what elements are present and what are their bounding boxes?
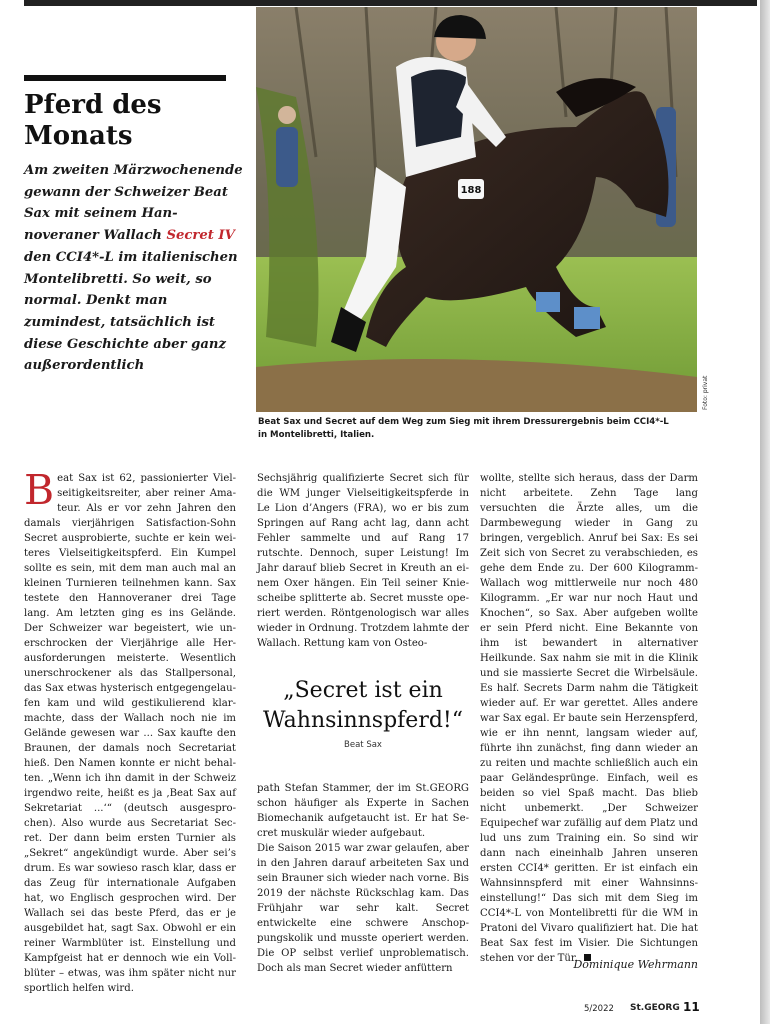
start-number: 188 (460, 185, 482, 196)
article-lead (24, 160, 246, 377)
drop-cap: B (24, 466, 55, 514)
photo-caption: Beat Sax und Secret auf dem Weg zum Sieg mit ihrem Dressurergebnis beim CCI4*-L in Montelibretti, Italien. (258, 417, 669, 440)
body-column-2-bottom: path Stefan Stammer, der im St.GEORG schon häufiger als Experte in Sachen Biomechanik aufgetaucht ist. Er hat Secret muskulär wieder aufgebaut. Die Saison 2015 war zwar gelaufen, aber in den Jahren darauf arbeiteten Sax und sein Brauner sich wieder nach vorne. Bis 2019 der nächste Rückschlag kam. Das Frühjahr war sehr kalt. Secret entwickelte eine schwere Anschoppungskolik und musste operiert werden. Die OP selbst verlief unproblematisch. Doch als man Secret wieder anfüttern (257, 783, 469, 974)
photo-credit: Foto: privat (702, 375, 709, 410)
article-title: Pferd des Monats (24, 90, 162, 151)
footer-brand-logo: St.GEORG (630, 1003, 680, 1013)
body-column-1 (24, 466, 236, 996)
body-column-1-text: eat Sax ist 62, passionierter Vielseitigkeitsreiter, aber reiner Amateur. Als er vor zehn Jahren den damals vierjährigen Satisfaction-Sohn Secret ausprobierte, suchte er kein weiteres Vielseitigkeitspferd. Ein Kumpel sollte es sein, mit dem man auch mal an kleinen Turnieren teilnehmen kann. Sax testete den Hannoveraner drei Tage lang. Am letzten ging es ins Gelände. Der Schweizer war begeistert, wie unerschrocken der Vierjährige alle Herausforderungen meisterte. Wesentlich unerschrockener als das Stallpersonal, das Sax etwas hysterisch entgegengelaufen kam und wild gestikulierend klarmachte, dass der Wallach noch nie im Gelände gewesen war ... Sax kaufte den Braunen, der damals noch Secretariat hieß. Den Namen konnte er nicht behalten. „Wenn ich ihn damit in der Schweiz irgendwo reite, heißt es ja ‚Beat Sax auf Sekretariat ...‘“ (deutsch ausgesprochen). Also wurde aus Secretariat Secret. Der dann beim ersten Turnier als „Sekret“ angekündigt wurde. Aber sei’s drum. Es war sowieso rasch klar, dass er das Zeug für internationale Aufgaben hat, wo Englisch gesprochen wird. Der Wallach sei das beste Pferd, das er je ausgebildet hat, sagt Sax. Obwohl er ein reiner Warmblüter ist. Einstellung und Kampfgeist hat er dennoch wie ein Vollblüter – etwas, was ihm später nicht nur sportlich helfen wird. (24, 473, 236, 994)
headline-bar (24, 75, 226, 81)
lead-text-start: Am zweiten Märzwochenende gewann der Schweizer Beat Sax mit seinem Hannoveraner Wallach (24, 163, 243, 244)
lead-horse-name: Secret IV (166, 228, 235, 244)
lead-text-end: den CCI4*-L im italienischen Montelibretti. So weit, so normal. Denkt man zumindest, tatsächlich ist diese Geschichte aber ganz außerordentlich (24, 249, 238, 374)
article-photo (256, 7, 697, 412)
body-column-3-text: wollte, stellte sich heraus, dass der Darm nicht arbeitete. Zehn Tage lang versuchten die Ärzte alles, um die Darmbewegung wieder in Gang zu bringen, vergeblich. Anruf bei Sax: Es sei Zeit sich von Secret zu verabschieden, es gehe dem Ende zu. Der 600 Kilogramm-Wallach wog mittlerweile nur noch 480 Kilogramm. „Er war nur noch Haut und Knochen“, so Sax. Aber aufgeben wollte er sein Pferd nicht. Eine Bekannte von ihm ist bewandert in alternativer Heilkunde. Sax nahm sie mit in die Klinik und sie massierte Secret die Wirbelsäule. Es half. Secrets Darm nahm die Tätigkeit wieder auf. Er war gerettet. Alles andere war Sax egal. Er baute sein Herzenspferd, wie er ihn nennt, langsam wieder auf, führte ihn zunächst, fing dann wieder an zu reiten und machte schließlich auch ein paar Geländesprünge. Einfach, weil es beiden so viel Spaß macht. Das blieb nicht unbemerkt. „Der Schweizer Equipechef war zufällig auf dem Platz und lud uns zum Training ein. So sind wir dann nach eineinhalb Jahren unseren ersten CCI4* geritten. Er ist einfach ein Wahnsinnspferd mit einer Wahnsinnseinstellung!“ Das sich mit dem Sieg im CCI4*-L von Montelibretti für die WM in Pratoni del Vivaro qualifiziert hat. Die hat Beat Sax fest im Visier. Die Sichtungen stehen vor der Tür. (480, 473, 698, 964)
body-column-3 (480, 471, 698, 966)
author-name: Dominique Wehrmann (573, 958, 698, 971)
body-column-2-top: Sechsjährig qualifizierte Secret sich für die WM junger Vielseitigkeitspferde in Le Lion d’Angers (FRA), wo er bis zum Springen auf Rang acht lag, dann acht Fehler sammelte und auf Rang 17 rutschte. Dennoch, super Leistung! Im Jahr darauf blieb Secret in Kreuth an einem Oxer hängen. Ein Teil seiner Kniescheibe splitterte ab. Secret musste operiert werden. Röntgenologisch war alles wieder in Ordnung. Trotzdem lahmte der Wallach. Rettung kam von Osteo- (257, 473, 469, 649)
footer-issue: 5/2022 (584, 1004, 614, 1014)
pull-quote: „Secret ist ein Wahnsinnspferd!“ (262, 678, 464, 733)
pull-quote-source: Beat Sax (344, 740, 382, 750)
page-number: 11 (683, 1000, 700, 1014)
top-rule (24, 0, 757, 6)
page-edge-shadow (760, 0, 770, 1024)
